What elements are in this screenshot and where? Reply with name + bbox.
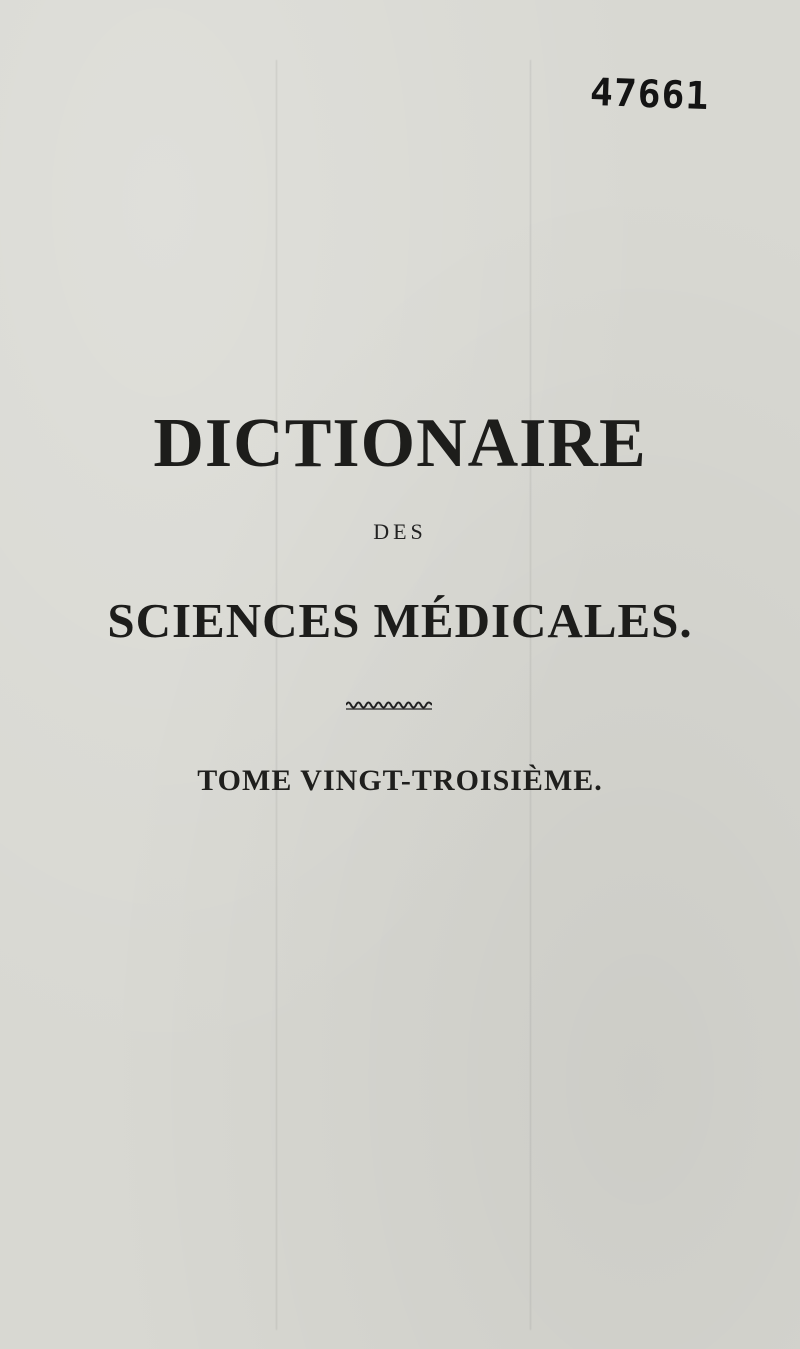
book-subtitle: SCIENCES MÉDICALES. [107,593,693,648]
wavy-rule-ornament-icon [346,698,432,712]
library-stamp-number: 47661 [589,69,711,119]
title-connector: DES [373,519,427,544]
show-through-texture [40,60,780,1330]
volume-label: TOME VINGT-TROISIÈME. [197,764,603,797]
book-title: DICTIONAIRE [153,405,647,482]
